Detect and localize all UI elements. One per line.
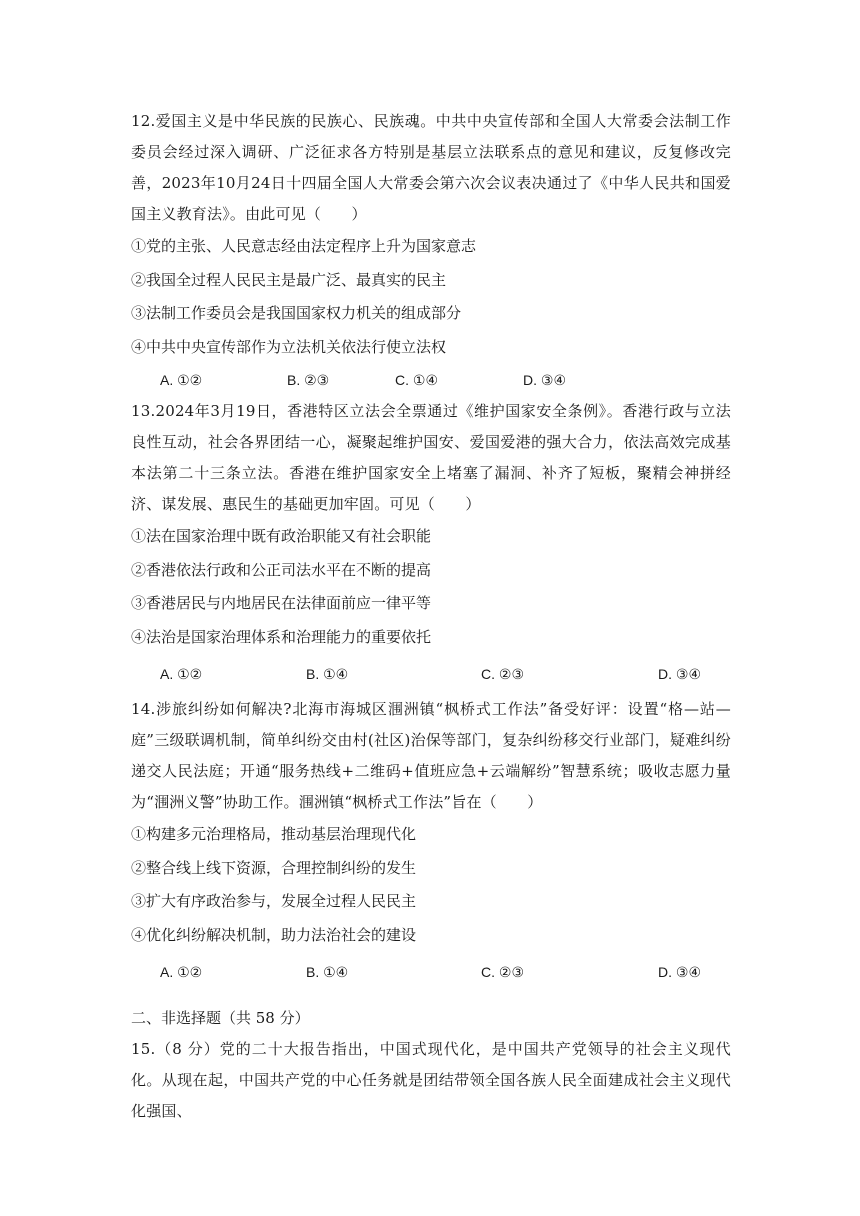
question-12-choice-b: B. ②③	[287, 372, 330, 388]
question-14	[131, 694, 731, 992]
section-2-title: 二、非选择题（共 58 分）	[131, 1009, 310, 1027]
question-12-option-4: ④中共中央宣传部作为立法机关依法行使立法权	[131, 337, 447, 356]
question-14-choice-d: D. ③④	[658, 964, 701, 980]
question-13-option-3: ③香港居民与内地居民在法律面前应一律平等	[131, 594, 432, 612]
question-14-option-3: ③扩大有序政治参与，发展全过程人民民主	[131, 892, 417, 910]
question-13-option-2: ②香港依法行政和公正司法水平在不断的提高	[131, 560, 432, 579]
question-12-choice-d: D. ③④	[523, 372, 566, 388]
question-12-option-3: ③法制工作委员会是我国国家权力机关的组成部分	[131, 304, 462, 322]
question-12-choice-c: C. ①④	[395, 372, 438, 388]
question-15-stem: 15.（8 分）党的二十大报告指出，中国式现代化，是中国共产党领导的社会主义现代化。从现在起，中国共产党的中心任务就是团结带领全国各族人民全面建成社会主义现代化强国、	[131, 1040, 731, 1120]
question-12-option-2: ②我国全过程人民民主是最广泛、最真实的民主	[131, 270, 447, 289]
question-13-option-4: ④法治是国家治理体系和治理能力的重要依托	[131, 627, 432, 646]
question-14-choice-c: C. ②③	[481, 964, 524, 980]
question-13-choice-b: B. ①④	[306, 666, 349, 682]
exam-page	[131, 106, 731, 1127]
question-13-choices	[131, 654, 731, 694]
question-14-choices	[131, 952, 731, 992]
question-12-option-1: ①党的主张、人民意志经由法定程序上升为国家意志	[131, 237, 477, 255]
question-14-option-1: ①构建多元治理格局，推动基层治理现代化	[131, 825, 417, 843]
question-14-choice-b: B. ①④	[306, 964, 349, 980]
question-12-stem: 12.爱国主义是中华民族的民族心、民族魂。中共中央宣传部和全国人大常委会法制工作委员会经过深入调研、广泛征求各方特别是基层立法联系点的意见和建议，反复修改完善，2023年10月24日十四届全国人大常委会第六次会议表决通过了《中华人民共和国爱国主义教育法》。由此可见（ ）	[131, 112, 731, 223]
question-14-choice-a: A. ①②	[160, 964, 203, 980]
question-12	[131, 106, 731, 396]
question-15	[131, 1034, 731, 1127]
question-13-choice-d: D. ③④	[658, 666, 701, 682]
question-13-stem: 13.2024年3月19日，香港特区立法会全票通过《维护国家安全条例》。香港行政与立法良性互动，社会各界团结一心，凝聚起维护国安、爱国爱港的强大合力，依法高效完成基本法第二十三条立法。香港在维护国家安全上堵塞了漏洞、补齐了短板，聚精会神拼经济、谋发展、惠民生的基础更加牢固。可见（ ）	[131, 402, 731, 513]
question-13-option-1: ①法在国家治理中既有政治职能又有社会职能	[131, 527, 432, 545]
question-14-option-4: ④优化纠纷解决机制，助力法治社会的建设	[131, 925, 417, 944]
question-12-choices	[131, 364, 731, 396]
question-12-choice-a: A. ①②	[160, 372, 203, 388]
question-14-stem: 14.涉旅纠纷如何解决?北海市海城区涠洲镇“枫桥式工作法”备受好评：设置“格—站—庭”三级联调机制，简单纠纷交由村(社区)治保等部门，复杂纠纷移交行业部门，疑难纠纷递交人民法庭；开通“服务热线+二维码+值班应急+云端解纷”智慧系统；吸收志愿力量为“涠洲义警”协助工作。涠洲镇“枫桥式工作法”旨在（ ）	[131, 700, 731, 811]
question-13-choice-a: A. ①②	[160, 666, 203, 682]
question-13	[131, 396, 731, 694]
question-14-option-2: ②整合线上线下资源，合理控制纠纷的发生	[131, 858, 417, 877]
question-13-choice-c: C. ②③	[481, 666, 524, 682]
